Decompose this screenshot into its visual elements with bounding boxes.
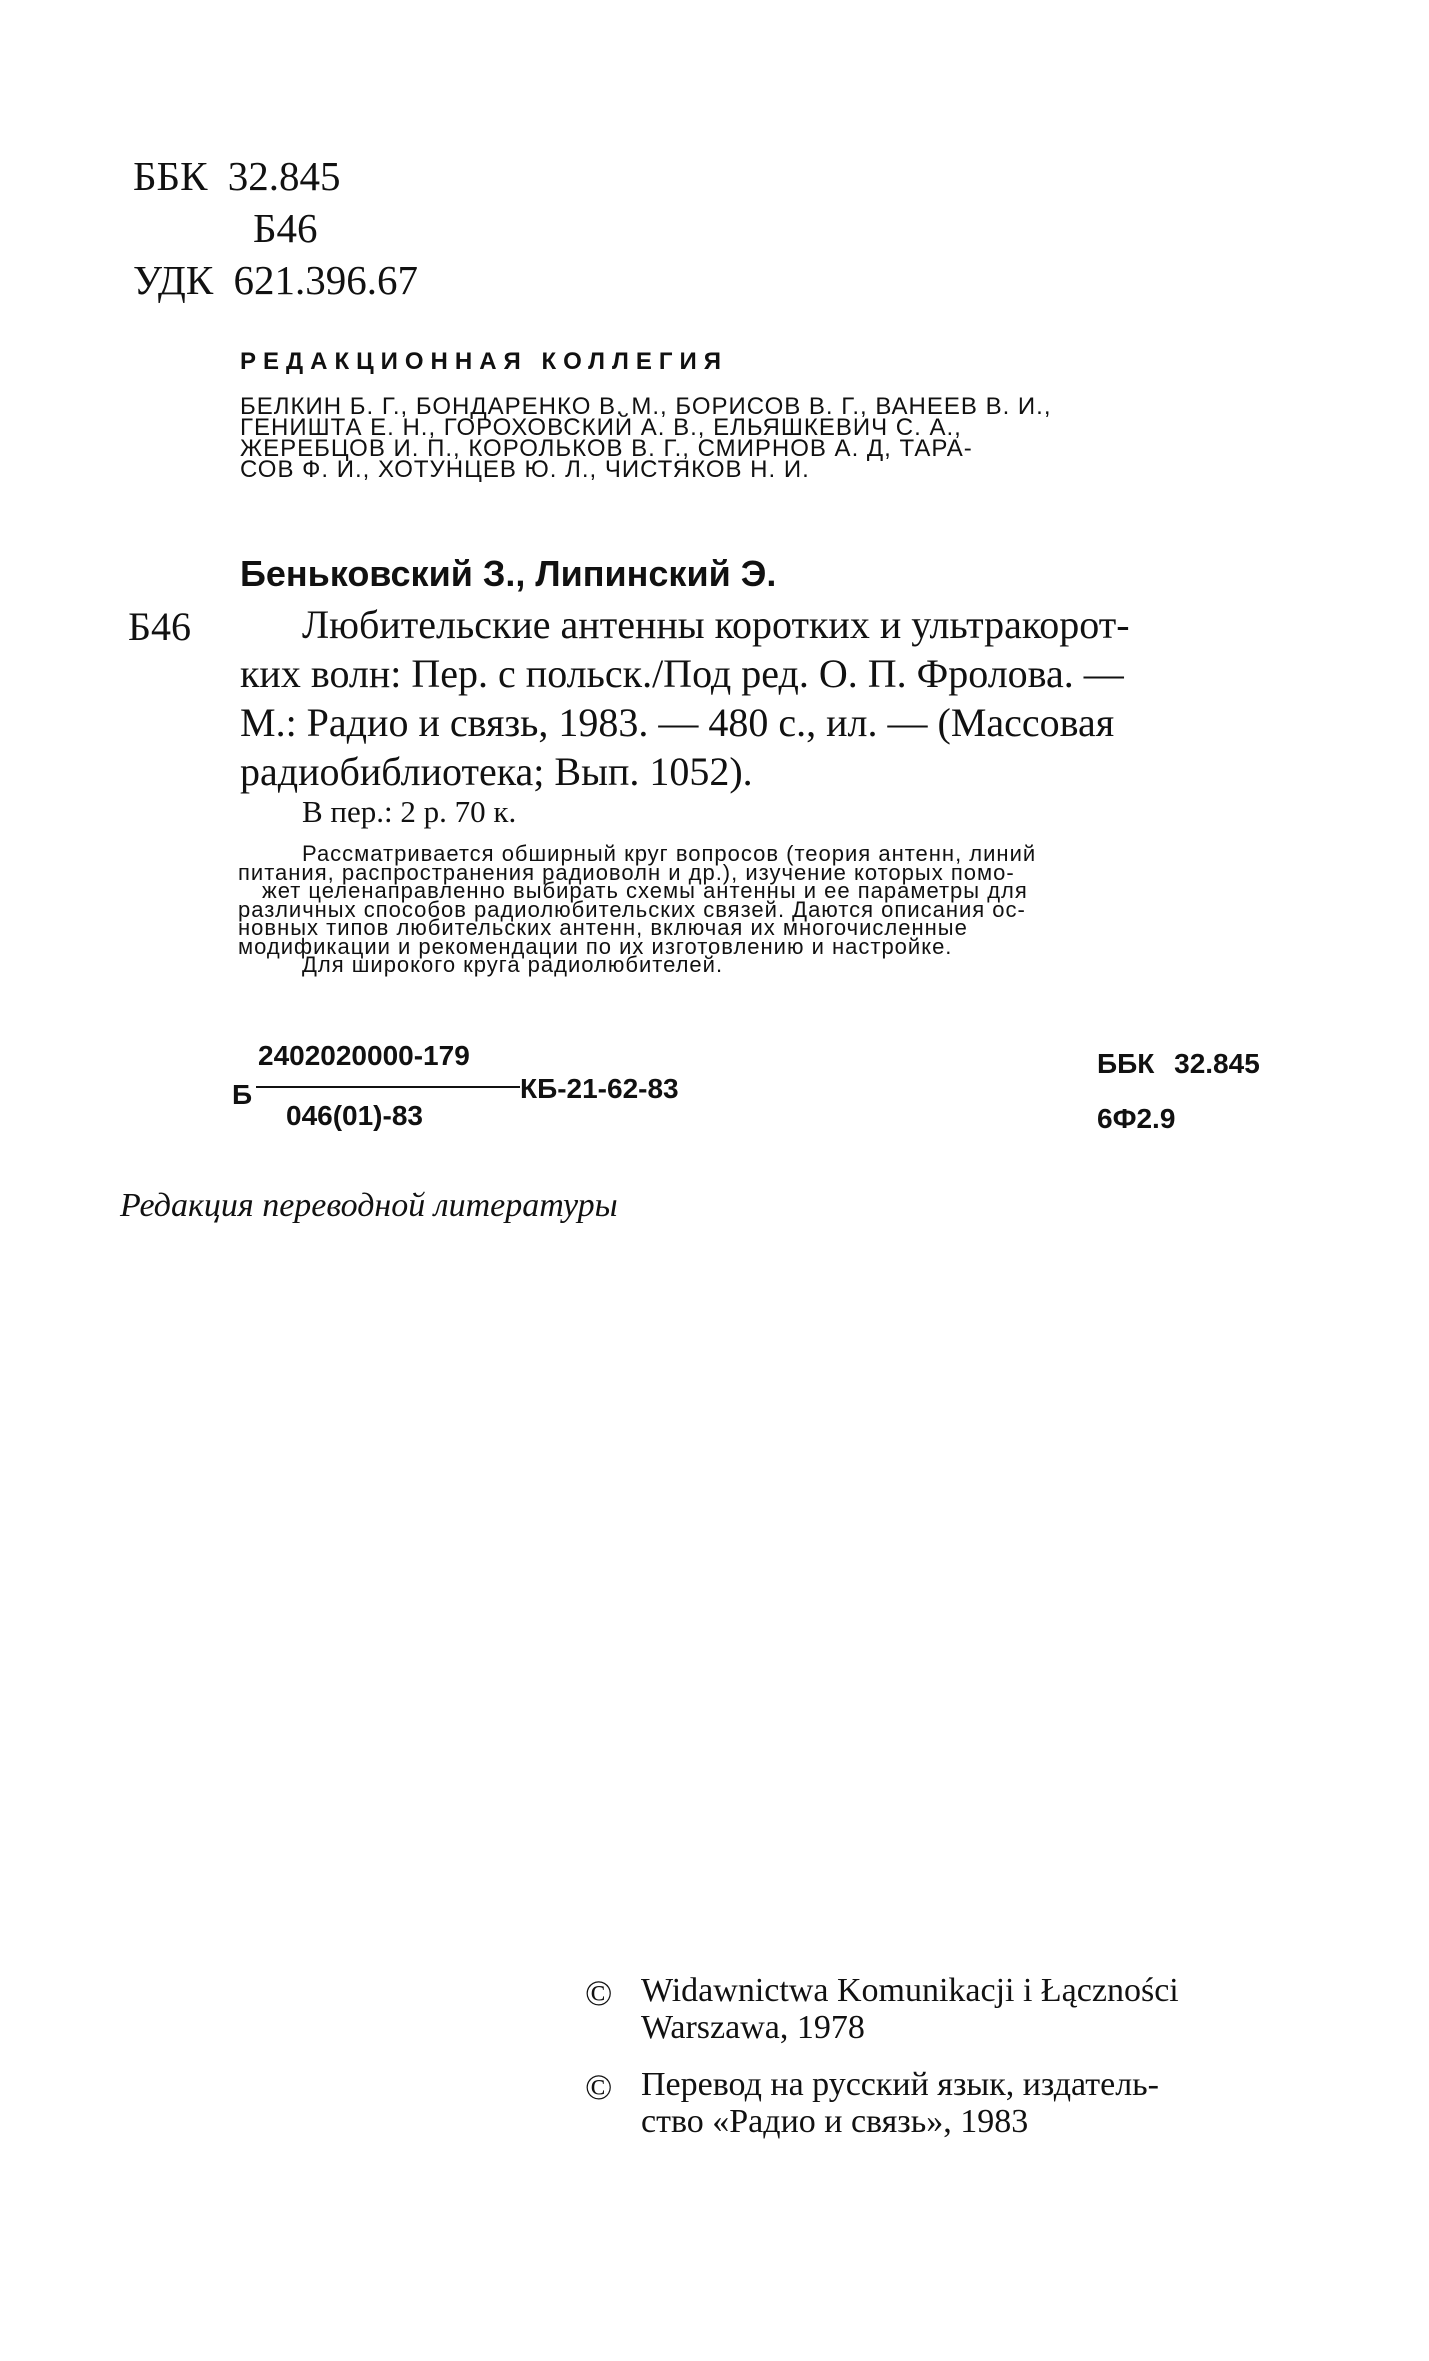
record-mark: Б46 [128,604,191,649]
bbk-line [133,150,340,202]
udk-line [133,254,418,306]
bbk-value: 32.845 [227,153,341,199]
code-prefix: Б [232,1079,253,1110]
description-line: Любительские антенны коротких и ультракорот- [302,602,1130,647]
copyright-line: Перевод на русский язык, издатель- [641,2066,1160,2103]
authors: Беньковский З., Липинский Э. [240,553,777,594]
editorial-board-heading: РЕДАКЦИОННАЯ КОЛЛЕГИЯ [240,348,728,375]
abstract-line: модификации и рекомендации по их изготовлению и настройке. [238,933,953,959]
code-numerator: 2402020000-179 [258,1040,470,1071]
board-line: БЕЛКИН Б. Г., БОНДАРЕНКО В. М., БОРИСОВ В. Г., ВАНЕЕВ В. И., [240,393,1052,420]
editorial-board-names [240,393,1052,483]
code-fraction-rule [256,1086,520,1088]
abstract-line: жет целенаправленно выбирать схемы антенны и ее параметры для [262,878,1028,903]
copyright-original [641,1972,1179,2046]
code-suffix: КБ-21-62-83 [520,1073,679,1104]
imprint: Редакция переводной литературы [120,1187,618,1224]
record-bbk [1097,1048,1260,1080]
bibliographic-description [240,600,1130,796]
description-line: М.: Радио и связь, 1983. — 480 с., ил. — (Массовая [240,700,1115,745]
copyright-icon: © [585,2067,613,2107]
abstract-line: Рассматривается обширный круг вопросов (теория антенн, линий [302,841,1037,866]
board-line: ГЕНИШТА Е. Н., ГОРОХОВСКИЙ А. В., ЕЛЬЯШКЕВИЧ С. А., [240,414,962,441]
record-bbk-value: 32.845 [1174,1048,1260,1079]
copyright-translation [641,2066,1159,2140]
code-denominator: 046(01)-83 [286,1100,423,1131]
author-mark: Б46 [253,205,318,251]
abstract-line: новных типов любительских антенн, включая их многочисленные [238,915,968,940]
abstract-line: Для широкого круга радиолюбителей. [302,952,724,977]
abstract [238,841,1037,977]
udk-label: УДК [133,257,214,303]
bbk-label: ББК [133,153,208,199]
description-line: ких волн: Пер. с польск./Под ред. О. П. Фролова. — [240,651,1124,696]
udk-value: 621.396.67 [233,257,418,303]
record-bbk-sub: 6Ф2.9 [1097,1103,1176,1134]
abstract-line: различных способов радиолюбительских связей. Даются описания ос- [238,896,1026,922]
board-line: ЖЕРЕБЦОВ И. П., КОРОЛЬКОВ В. Г., СМИРНОВ А. Д, ТАРА- [240,435,973,462]
board-line: СОВ Ф. И., ХОТУНЦЕВ Ю. Л., ЧИСТЯКОВ Н. И. [240,456,810,483]
copyright-line: Widawnictwa Komunikacji i Łączności [641,1972,1179,2009]
record-bbk-label: ББК [1097,1048,1155,1079]
copyright-line: Warszawa, 1978 [641,2009,865,2046]
copyright-line: ство «Радио и связь», 1983 [641,2103,1029,2140]
abstract-line: питания, распространения радиоволн и др.), изучение которых помо- [238,859,1015,885]
description-line: радиобиблиотека; Вып. 1052). [240,749,753,794]
copyright-icon: © [585,1973,613,2013]
price: В пер.: 2 р. 70 к. [302,794,517,829]
